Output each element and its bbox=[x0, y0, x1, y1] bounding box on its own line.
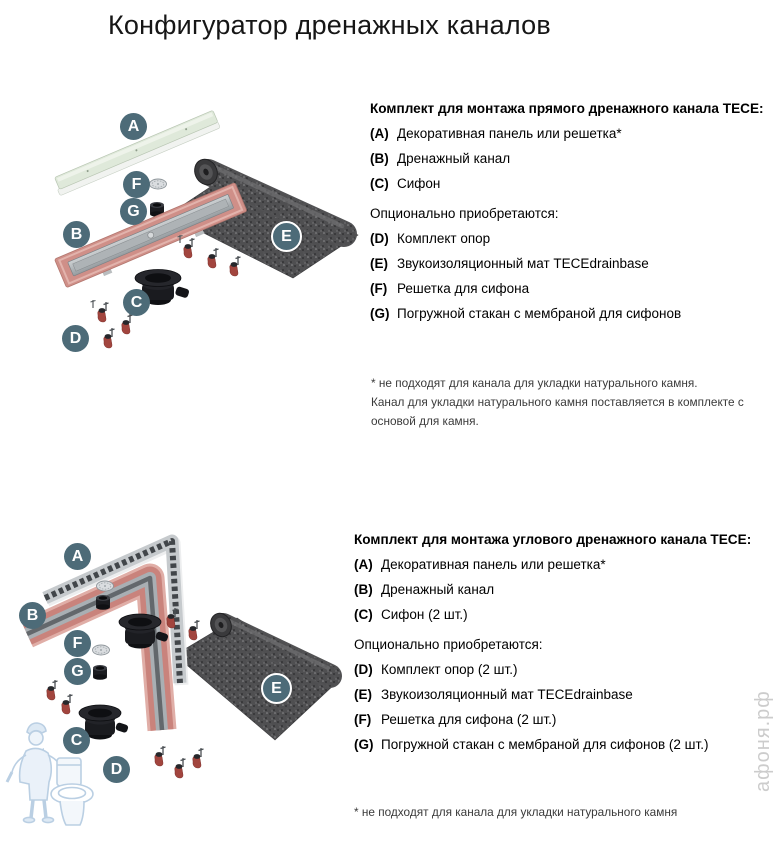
diagram-label-b: B bbox=[63, 221, 90, 248]
item-key: (G) bbox=[354, 737, 374, 752]
list-item bbox=[370, 301, 784, 326]
list-item bbox=[370, 251, 784, 276]
list-item bbox=[354, 682, 784, 707]
list-item bbox=[354, 732, 784, 757]
item-key: (F) bbox=[370, 281, 388, 296]
diagram-label-g: G bbox=[64, 658, 91, 685]
diagram-label-a: A bbox=[120, 113, 147, 140]
item-key: (E) bbox=[370, 256, 388, 271]
list-item bbox=[354, 552, 784, 577]
diagram-label-g: G bbox=[120, 198, 147, 225]
list-item bbox=[370, 276, 784, 301]
item-key: (B) bbox=[370, 151, 389, 166]
diagram-label-e: E bbox=[261, 673, 292, 704]
item-key: (C) bbox=[370, 176, 389, 191]
item-label: Сифон bbox=[397, 176, 441, 191]
diagram-label-c: C bbox=[123, 289, 150, 316]
corner-kit-footnote bbox=[354, 803, 677, 822]
diagram-label-b: B bbox=[19, 602, 46, 629]
item-key: (D) bbox=[354, 662, 373, 677]
straight-kit-text bbox=[370, 96, 784, 326]
straight-channel-diagram bbox=[30, 88, 370, 370]
list-item bbox=[354, 602, 784, 627]
list-item bbox=[354, 657, 784, 682]
item-label: Сифон (2 шт.) bbox=[381, 607, 468, 622]
list-item bbox=[370, 171, 784, 196]
item-label: Комплект опор (2 шт.) bbox=[381, 662, 518, 677]
corner-kit-text bbox=[354, 527, 784, 757]
item-key: (G) bbox=[370, 306, 390, 321]
footnote-line: * не подходят для канала для укладки натурального камня. bbox=[371, 376, 698, 390]
item-label: Погружной стакан с мембраной для сифонов (2 шт.) bbox=[381, 737, 709, 752]
item-label: Звукоизоляционный мат TECEdrainbase bbox=[381, 687, 633, 702]
footnote-line: Канал для укладки натурального камня поставляется в комплекте с bbox=[371, 394, 744, 409]
optional-heading: Опционально приобретаются: bbox=[370, 206, 559, 221]
diagram-label-f: F bbox=[123, 171, 150, 198]
diagram-label-c: C bbox=[63, 727, 90, 754]
item-key: (E) bbox=[354, 687, 372, 702]
item-label: Решетка для сифона (2 шт.) bbox=[381, 712, 557, 727]
item-label: Комплект опор bbox=[397, 231, 491, 246]
footnote-line: * не подходят для канала для укладки натурального камня bbox=[354, 805, 678, 819]
list-item bbox=[370, 226, 784, 251]
item-label: Решетка для сифона bbox=[397, 281, 530, 296]
kit-heading: Комплект для монтажа углового дренажного канала TECE: bbox=[354, 532, 752, 547]
item-key: (B) bbox=[354, 582, 373, 597]
list-item bbox=[370, 146, 784, 171]
diagram-label-d: D bbox=[62, 325, 89, 352]
optional-heading: Опционально приобретаются: bbox=[354, 637, 543, 652]
corner-channel-diagram bbox=[5, 528, 355, 842]
diagram-label-d: D bbox=[103, 756, 130, 783]
item-key: (A) bbox=[354, 557, 373, 572]
kit-heading: Комплект для монтажа прямого дренажного канала TECE: bbox=[370, 101, 764, 116]
item-label: Звукоизоляционный мат TECEdrainbase bbox=[397, 256, 649, 271]
footnote-line: основой для камня. bbox=[371, 413, 479, 428]
item-key: (A) bbox=[370, 126, 389, 141]
corner-channel-illustration bbox=[5, 528, 355, 842]
diagram-label-f: F bbox=[64, 630, 91, 657]
item-key: (F) bbox=[354, 712, 372, 727]
item-label: Дренажный канал bbox=[381, 582, 495, 597]
item-key: (D) bbox=[370, 231, 389, 246]
diagram-label-a: A bbox=[64, 543, 91, 570]
item-key: (C) bbox=[354, 607, 373, 622]
item-label: Декоративная панель или решетка* bbox=[381, 557, 606, 572]
list-item bbox=[354, 707, 784, 732]
item-label: Декоративная панель или решетка* bbox=[397, 126, 622, 141]
site-watermark: афоня.рф bbox=[752, 690, 774, 792]
item-label: Дренажный канал bbox=[397, 151, 511, 166]
page-title: Конфигуратор дренажных каналов bbox=[108, 10, 551, 40]
diagram-label-e: E bbox=[271, 221, 302, 252]
siphon-grate-illustration bbox=[150, 179, 167, 189]
straight-kit-footnote bbox=[371, 374, 744, 430]
list-item bbox=[354, 577, 784, 602]
insulation-mat-illustration bbox=[175, 610, 337, 740]
item-label: Погружной стакан с мембраной для сифонов bbox=[397, 306, 682, 321]
list-item bbox=[370, 121, 784, 146]
